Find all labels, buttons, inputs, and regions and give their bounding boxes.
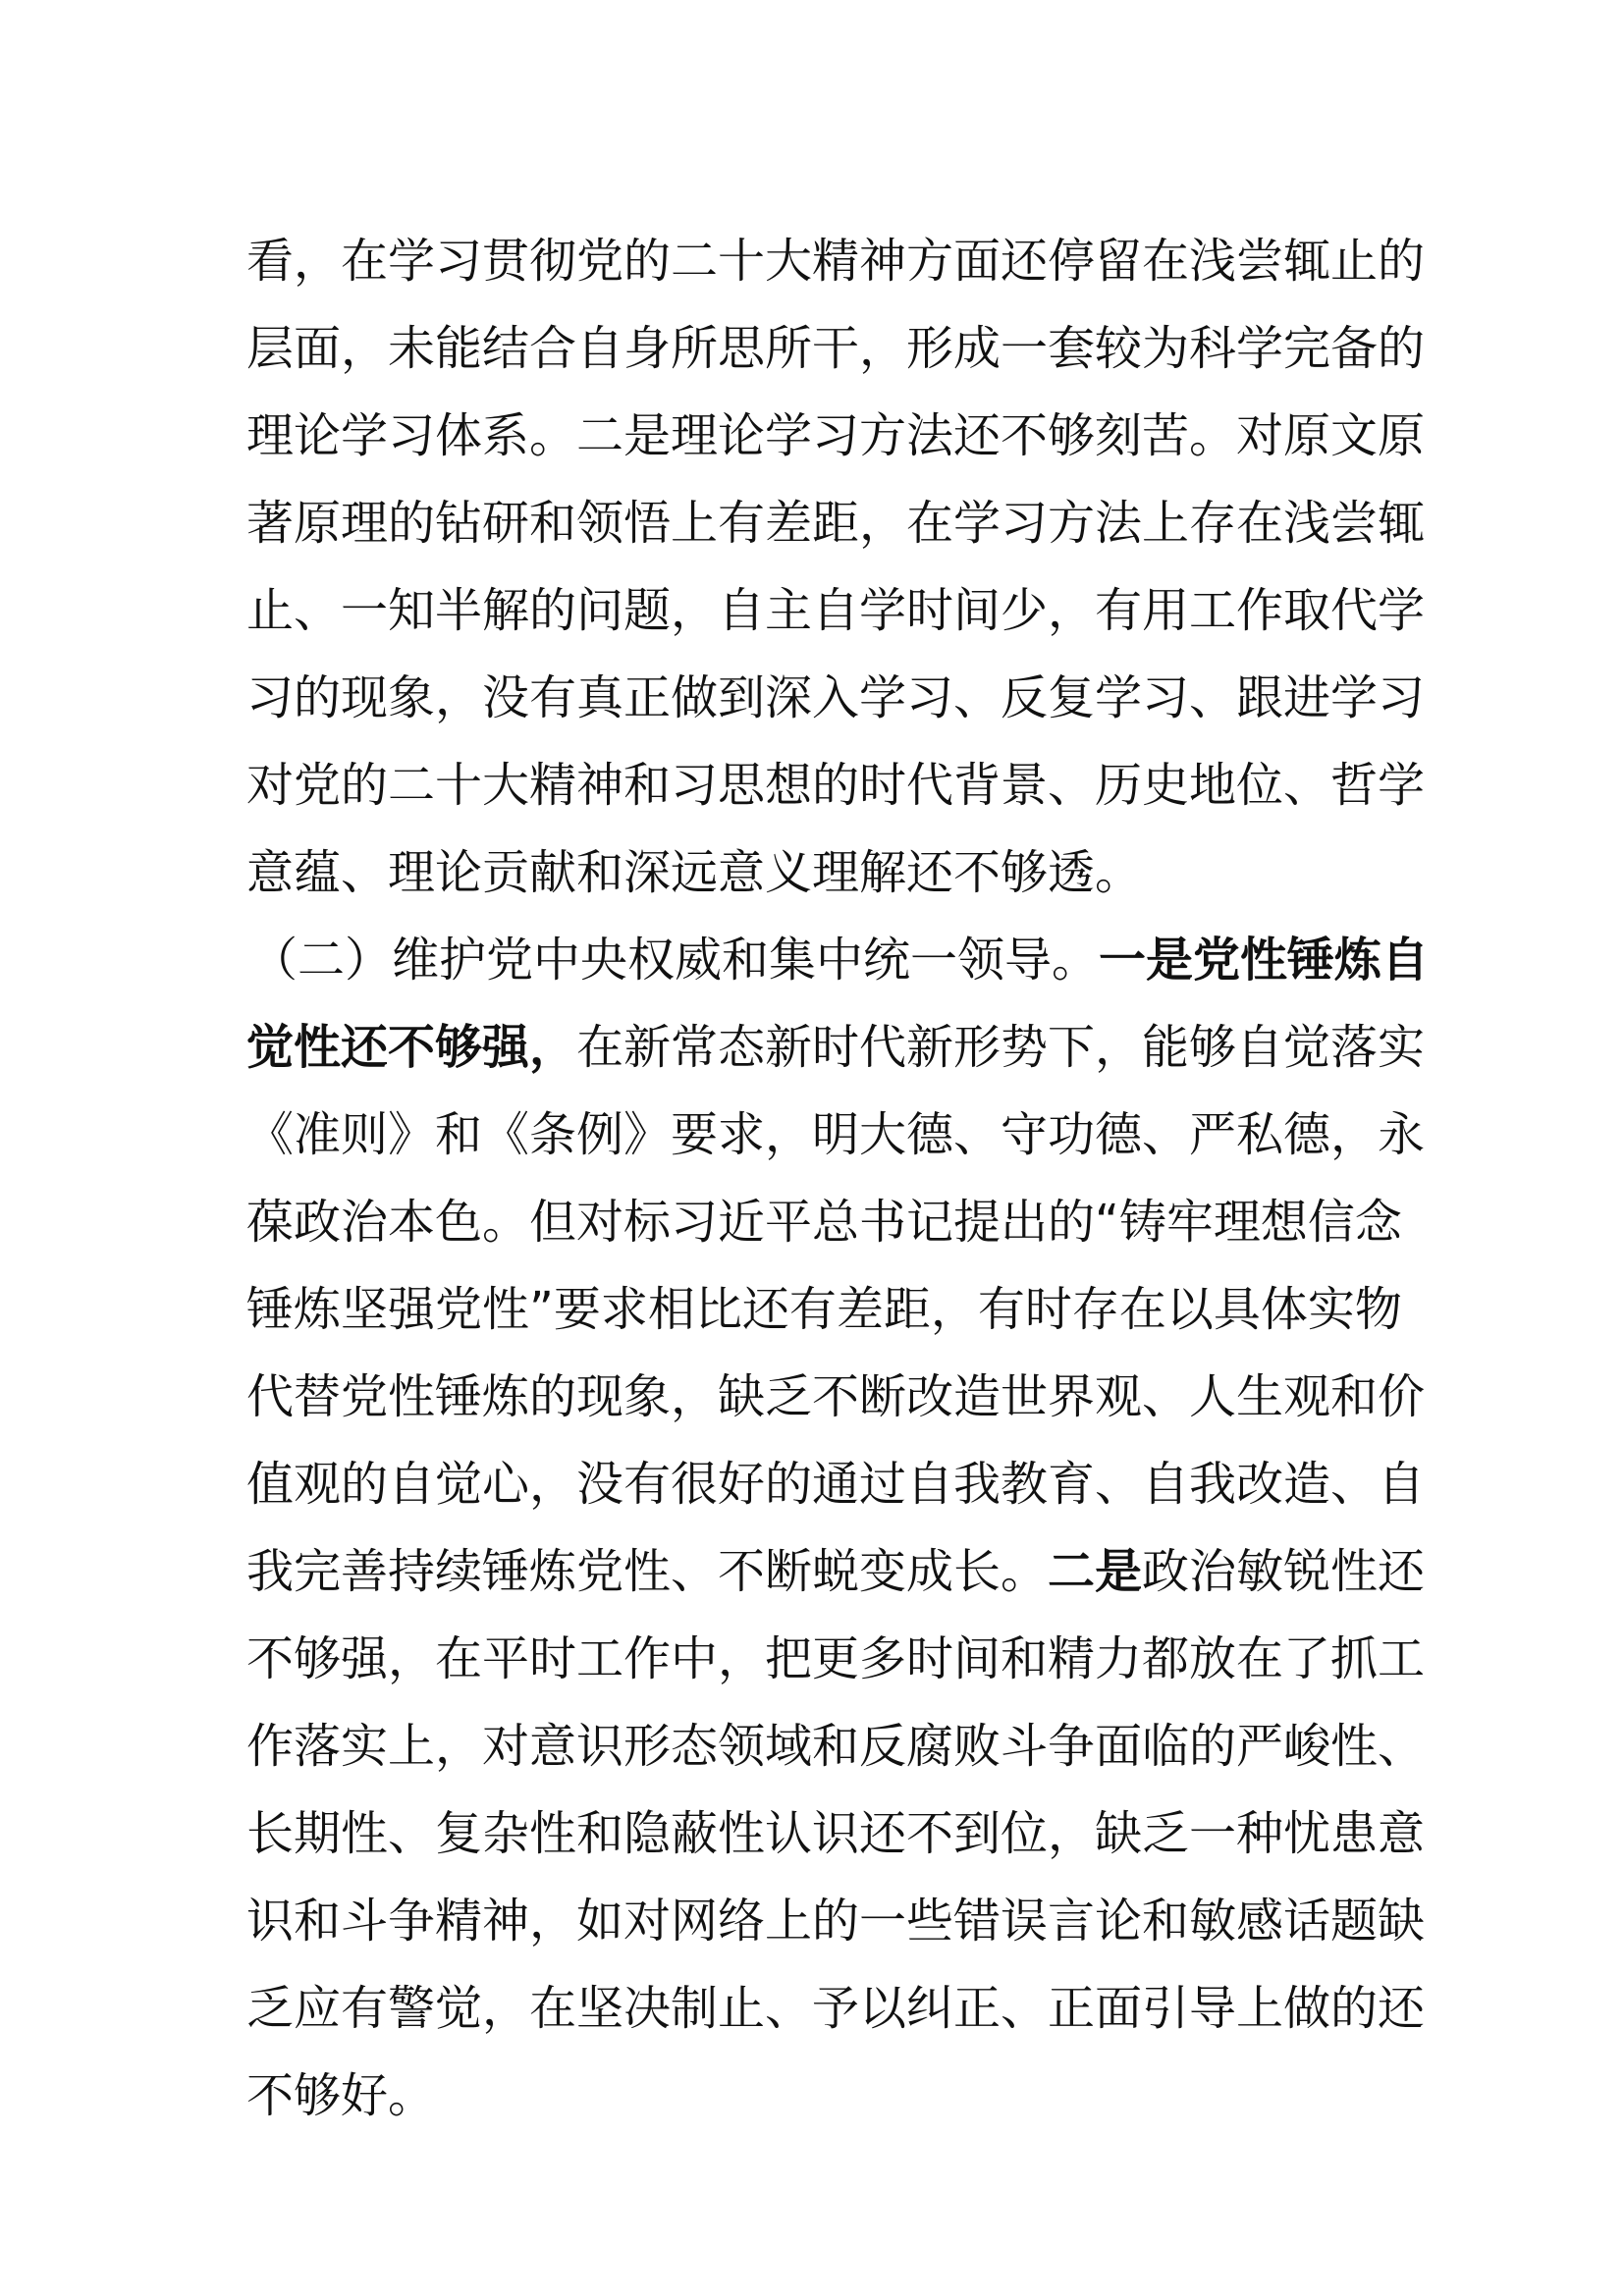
text-line: 乏应有警觉，在坚决制止、予以纠正、正面引导上做的还 — [246, 1981, 1426, 2036]
section-heading: （二）维护党中央权威和集中统一领导。 — [250, 933, 1100, 988]
text-line: 葆政治本色。但对标习近平总书记提出的“铸牢理想信念 — [246, 1195, 1402, 1250]
text-line: 不够强，在平时工作中，把更多时间和精力都放在了抓工 — [246, 1631, 1426, 1686]
section-heading-line — [246, 917, 1430, 1004]
text-line: 止、一知半解的问题，自主自学时间少，有用工作取代学 — [246, 583, 1426, 638]
text-segment: 在新常态新时代新形势下，能够自觉落实 — [576, 1020, 1426, 1075]
point-one-lead: 一是党性锤炼自 — [1099, 933, 1430, 988]
text-line: 习的现象，没有真正做到深入学习、反复学习、跟进学习 — [246, 670, 1426, 725]
text-line: 《准则》和《条例》要求，明大德、守功德、严私德，永 — [246, 1107, 1426, 1162]
text-line: 层面，未能结合自身所思所干，形成一套较为科学完备的 — [246, 321, 1426, 376]
text-line: 锤炼坚强党性”要求相比还有差距，有时存在以具体实物 — [246, 1282, 1402, 1337]
text-line: 看，在学习贯彻党的二十大精神方面还停留在浅尝辄止的 — [246, 234, 1426, 289]
text-segment: 政治敏锐性还 — [1142, 1544, 1426, 1599]
text-line: 对党的二十大精神和习思想的时代背景、历史地位、哲学 — [246, 758, 1426, 813]
text-line: 著原理的钻研和领悟上有差距，在学习方法上存在浅尝辄 — [246, 496, 1426, 551]
text-line: 理论学习体系。二是理论学习方法还不够刻苦。对原文原 — [246, 408, 1426, 463]
text-line: 长期性、复杂性和隐蔽性认识还不到位，缺乏一种忧患意 — [246, 1806, 1426, 1861]
text-line: 识和斗争精神，如对网络上的一些错误言论和敏感话题缺 — [246, 1894, 1426, 1949]
text-segment: 我完善持续锤炼党性、不断蜕变成长。 — [246, 1544, 1049, 1599]
point-one-lead-cont: 觉性还不够强， — [246, 1020, 577, 1075]
text-line: 作落实上，对意识形态领域和反腐败斗争面临的严峻性、 — [246, 1719, 1426, 1774]
text-line: 代替党性锤炼的现象，缺乏不断改造世界观、人生观和价 — [246, 1369, 1426, 1424]
body-text — [246, 218, 1430, 2140]
point-two-lead: 二是 — [1048, 1544, 1143, 1599]
text-line: 不够好。 — [246, 2068, 436, 2123]
text-line — [246, 1528, 1426, 1616]
text-line: 值观的自觉心，没有很好的通过自我教育、自我改造、自 — [246, 1457, 1426, 1512]
text-line: 意蕴、理论贡献和深远意义理解还不够透。 — [246, 845, 1143, 900]
text-line — [246, 1004, 1426, 1092]
